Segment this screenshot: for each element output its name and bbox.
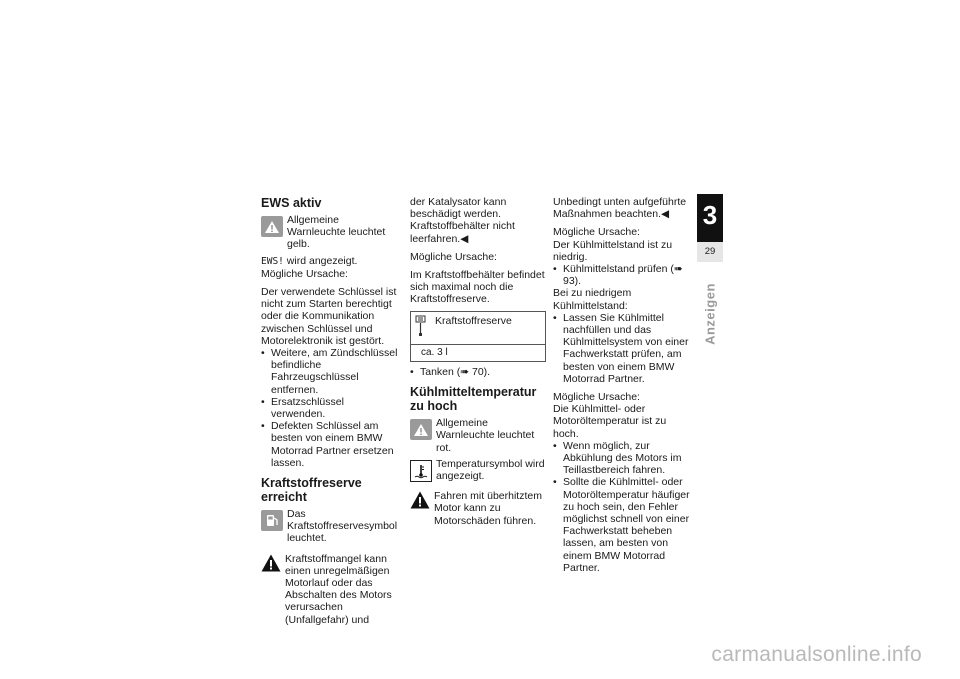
general-warning-light-icon [261, 216, 283, 237]
ews-cause-label: Mögliche Ursache: [261, 267, 348, 280]
general-warning-light-icon [410, 419, 432, 440]
temperature-symbol-row: Temperatursymbol wird angezeigt. [410, 458, 546, 482]
fuel-gauge-icon [415, 315, 429, 340]
fuel-cause-text: Im Kraftstoffbehälter befindet sich maximal noch die Kraftstoffreserve. [410, 269, 545, 306]
page-number: 29 [697, 242, 723, 262]
chapter-number: 3 [697, 194, 723, 242]
list-item: • Weitere, am Zündschlüssel befindliche Fahrzeugschlüssel entfernen. [261, 347, 399, 396]
list-item: • Lassen Sie Kühlmittel nachfüllen und das Kühlmittelsystem von einer Fachwerkstatt prüfen, am besten von einem BMW Motorrad Partner. [553, 312, 691, 385]
chapter-tab [697, 194, 723, 364]
fuel-reserve-heading: Kraftstoffreserve erreicht [261, 476, 362, 505]
ews-display-code: EWS! [261, 255, 284, 267]
ews-cause-text: Der verwendete Schlüssel ist nicht zum Starten berechtigt oder die Kommunikation zwischen Schlüssel und Motorelektronik ist gestört. [261, 286, 397, 347]
coolant-warning-light-row: Allgemeine Warnleuchte leuchtet rot. [410, 417, 546, 454]
list-item: • Sollte die Kühlmittel- oder Motoröltemperatur häufiger zu hoch sein, den Fehler möglichst schnell von einer Fachwerkstatt beheben lassen, am besten von einem BMW Motorrad Partner. [553, 476, 691, 574]
catalyst-text: der Katalysator kann beschädigt werden. [410, 196, 507, 221]
coolant-cause2-label: Mögliche Ursache: [553, 391, 640, 404]
chapter-label: Anzeigen [702, 283, 718, 345]
refuel-link[interactable]: • Tanken (➠ 70). [410, 366, 546, 378]
fuel-cause-label: Mögliche Ursache: [410, 250, 497, 263]
column-left: EWS aktiv Allgemeine Warnleuchte leuchtet gelb. EWS! wird angezeigt. Mögliche Ursache: Der verwendete Schlüssel ist nicht zum Starten berechtigt oder die Kommunikation zwischen Schlüssel und Motorelektronik ist gestört. • Weitere, am Zündschlüssel befindliche Fahrzeugschlüssel entfernen. • Ersatzschlüssel verwenden. • Defekten Schlüssel am besten von einem BMW Motorrad Partner ersetzen lassen. Kraftstoffreserve erreicht Das Kraftstoffreservesymbol leuchtet. Kraftstoffmangel kann einen unregelmäßigen Motorlauf oder das Abschalten des Motors verursachen (Unfallgefahr) und [261, 196, 399, 626]
watermark: carmanualsonline.info [711, 643, 922, 666]
list-item: • Ersatzschlüssel verwenden. [261, 396, 399, 420]
column-right [553, 196, 691, 574]
coolant-cause2-text: Die Kühlmittel- oder Motoröltemperatur ist zu hoch. [553, 403, 667, 440]
tank-text: Kraftstoffbehälter nicht leerfahren.◀ [410, 220, 515, 245]
coolant-cause1-text: Der Kühlmittelstand ist zu niedrig. [553, 238, 673, 263]
coolant-temp-heading: Kühlmitteltemperatur zu hoch [410, 385, 537, 414]
list-item: • Defekten Schlüssel am besten von einem BMW Motorrad Partner ersetzen lassen. [261, 420, 399, 469]
warning-triangle-icon [261, 554, 281, 575]
ews-warning-light-row: Allgemeine Warnleuchte leuchtet gelb. [261, 214, 399, 251]
fuel-reserve-table [410, 311, 546, 362]
warning-triangle-icon [410, 491, 430, 512]
thermometer-icon [410, 460, 432, 482]
coolant-intro: Unbedingt unten aufgeführte Maßnahmen beachten.◀ [553, 196, 687, 221]
fuel-reserve-value: ca. 3 l [411, 344, 545, 361]
fuel-symbol-row: Das Kraftstoffreservesymbol leuchtet. [261, 508, 399, 545]
ews-heading: EWS aktiv [261, 196, 322, 210]
fuel-pump-icon [261, 510, 283, 531]
ews-bullet-list [261, 347, 399, 469]
fuel-reserve-label: Kraftstoffreserve [435, 314, 512, 327]
low-coolant-text: Bei zu niedrigem Kühlmittelstand: [553, 287, 632, 312]
check-coolant-link[interactable]: • Kühlmittelstand prüfen (➠ 93). [553, 263, 691, 287]
coolant-cause1-label: Mögliche Ursache: [553, 226, 640, 239]
list-item: • Wenn möglich, zur Abkühlung des Motors im Teillastbereich fahren. [553, 440, 691, 477]
fuel-warning-note: Kraftstoffmangel kann einen unregelmäßigen Motorlauf oder das Abschalten des Motors verursachen (Unfallgefahr) und [261, 553, 399, 626]
column-middle [410, 196, 546, 527]
coolant-warning-note: Fahren mit überhitztem Motor kann zu Motorschäden führen. [410, 490, 546, 527]
